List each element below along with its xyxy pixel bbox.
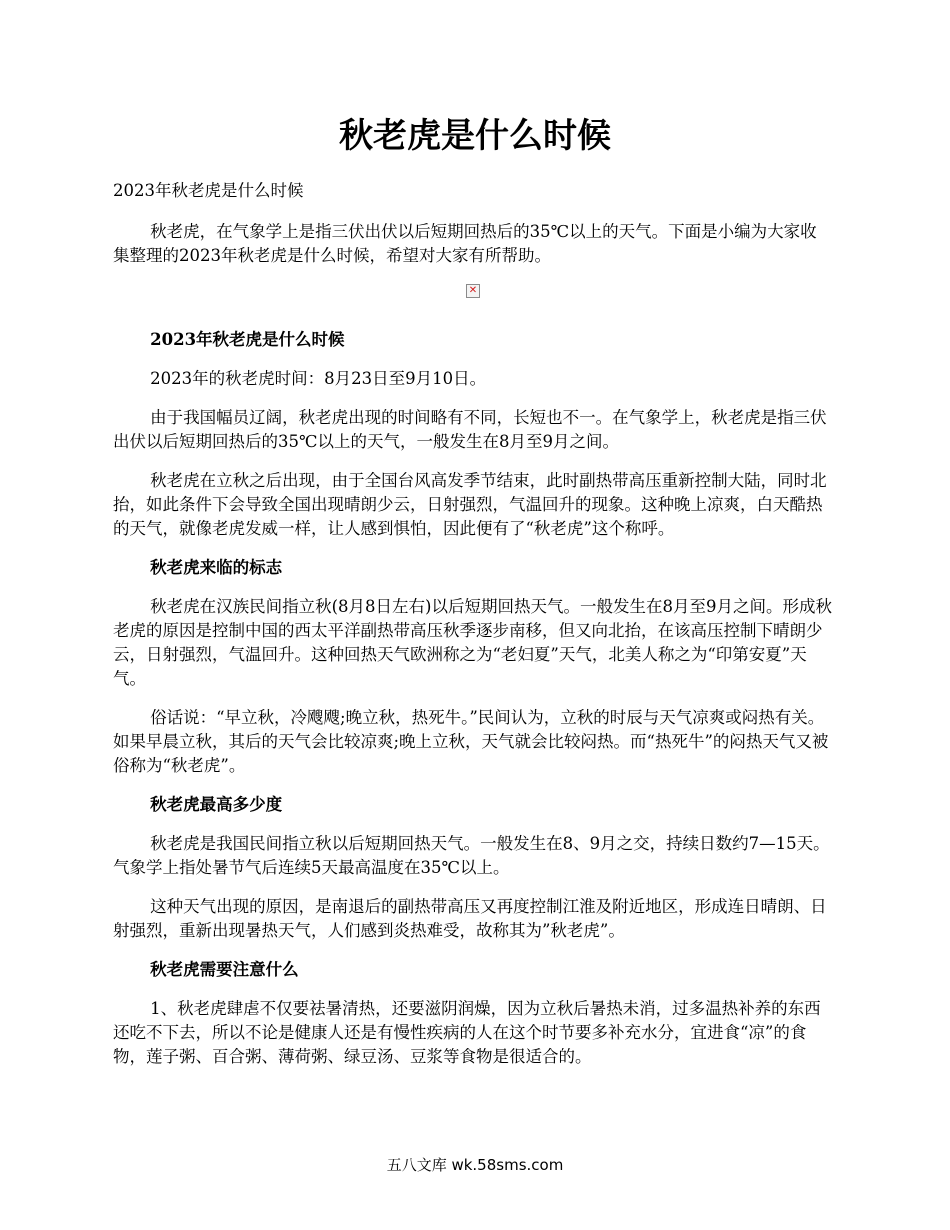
section-heading: 2023年秋老虎是什么时候 xyxy=(150,330,345,349)
section-paragraph: 由于我国幅员辽阔，秋老虎出现的时间略有不同，长短也不一。在气象学上，秋老虎是指三伏出伏以后短期回热后的35℃以上的天气，一般发生在8月至9月之间。 xyxy=(113,408,827,451)
section-paragraph: 秋老虎是我国民间指立秋以后短期回热天气。一般发生在8、9月之交，持续日数约7—15天。气象学上指处暑节气后连续5天最高温度在35℃以上。 xyxy=(113,834,830,877)
document-subtitle: 2023年秋老虎是什么时候 xyxy=(113,181,304,200)
document-title: 秋老虎是什么时候 xyxy=(339,116,611,156)
broken-image-icon xyxy=(466,284,480,298)
section-heading: 秋老虎最高多少度 xyxy=(150,795,283,814)
section-paragraph: 2023年的秋老虎时间：8月23日至9月10日。 xyxy=(150,369,487,388)
page-footer: 五八文库 wk.58sms.com xyxy=(386,1156,564,1174)
close-icon: ✕ xyxy=(468,285,478,296)
section-paragraph: 这种天气出现的原因，是南退后的副热带高压又再度控制江淮及附近地区，形成连日晴朗、日射强烈，重新出现暑热天气，人们感到炎热难受，故称其为”秋老虎”。 xyxy=(113,897,827,940)
section-paragraph: 秋老虎在汉族民间指立秋(8月8日左右)以后短期回热天气。一般发生在8月至9月之间。形成秋老虎的原因是控制中国的西太平洋副热带高压秋季逐步南移，但又向北抬，在该高压控制下晴朗少云，日射强烈，气温回升。这种回热天气欧洲称之为“老妇夏”天气，北美人称之为“印第安夏”天气。 xyxy=(113,597,832,688)
section-paragraph: 1、秋老虎肆虐不仅要祛暑清热，还要滋阴润燥，因为立秋后暑热未消，过多温热补养的东西还吃不下去，所以不论是健康人还是有慢性疾病的人在这个时节要多补充水分，宜进食“凉”的食物，莲子粥、百合粥、薄荷粥、绿豆汤、豆浆等食物是很适合的。 xyxy=(113,999,821,1066)
section-heading: 秋老虎需要注意什么 xyxy=(150,960,299,979)
section-paragraph: 俗话说：“早立秋，冷飕飕;晚立秋，热死牛。”民间认为，立秋的时辰与天气凉爽或闷热有关。如果早晨立秋，其后的天气会比较凉爽;晚上立秋，天气就会比较闷热。而“热死牛”的闷热天气又被俗称为“秋老虎”。 xyxy=(113,708,829,775)
section-heading: 秋老虎来临的标志 xyxy=(150,558,283,577)
document-body xyxy=(113,179,833,1084)
section-paragraph: 秋老虎在立秋之后出现，由于全国台风高发季节结束，此时副热带高压重新控制大陆，同时北抬，如此条件下会导致全国出现晴朗少云，日射强烈，气温回升的现象。这种晚上凉爽，白天酷热的天气，就像老虎发威一样，让人感到惧怕，因此便有了“秋老虎”这个称呼。 xyxy=(113,471,827,538)
intro-paragraph: 秋老虎，在气象学上是指三伏出伏以后短期回热后的35℃以上的天气。下面是小编为大家收集整理的2023年秋老虎是什么时候，希望对大家有所帮助。 xyxy=(113,222,817,265)
